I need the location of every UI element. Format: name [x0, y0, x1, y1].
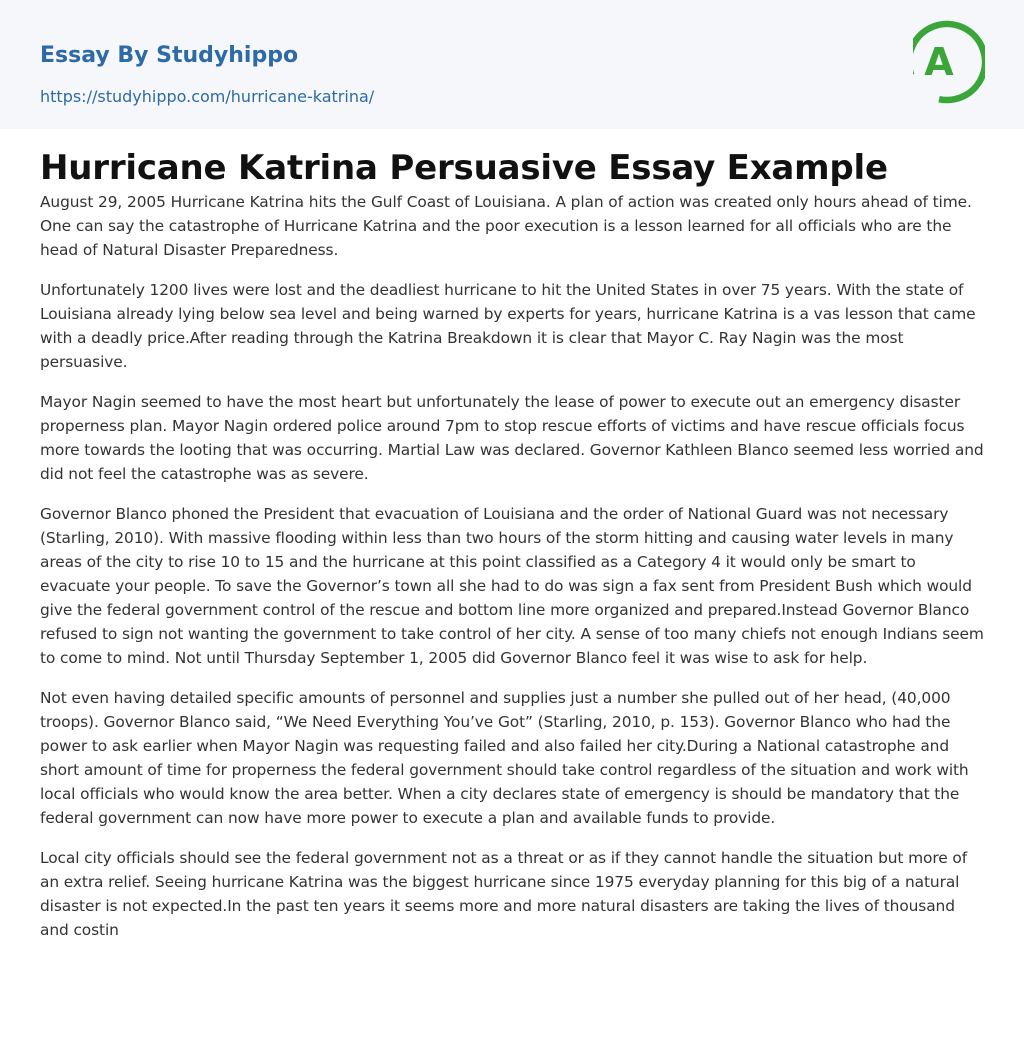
essay-paragraph: Local city officials should see the federal government not as a threat or as if they cannot handle the situation but more of an extra relief. Seeing hurricane Katrina was the biggest hurricane since 1975 everyday planning for this big of a natural disaster is not expected.In the past ten years it seems more and more natural disasters are taking the lives of thousand and costin [40, 849, 968, 939]
essay-content [0, 148, 1024, 942]
essay-title: Hurricane Katrina Persuasive Essay Example [40, 148, 888, 188]
essay-paragraph: Governor Blanco phoned the President that evacuation of Louisiana and the order of National Guard was not necessary (Starling, 2010). With massive flooding within less than two hours of the storm hitting and causing water levels in many areas of the city to rise 10 to 15 and the hurricane at this point classified as a Category 4 it would only be smart to evacuate your people. To save the Governor’s town all she had to do was sign a fax sent from President Bush which would give the federal government control of the rescue and bottom line more organized and prepared.Instead Governor Blanco refused to sign not wanting the government to take control of her city. A sense of too many chiefs not enough Indians seem to come to mind. Not until Thursday September 1, 2005 did Governor Blanco feel it was wise to ask for help. [40, 505, 984, 667]
essay-paragraph: August 29, 2005 Hurricane Katrina hits the Gulf Coast of Louisiana. A plan of action was created only hours ahead of time. One can say the catastrophe of Hurricane Katrina and the poor execution is a lesson learned for all officials who are the head of Natural Disaster Preparedness. [40, 193, 972, 259]
essay-paragraph: Unfortunately 1200 lives were lost and the deadliest hurricane to hit the United States in over 75 years. With the state of Louisiana already lying below sea level and being warned by experts for years, hurricane Katrina is a vas lesson that came with a deadly price.After reading through the Katrina Breakdown it is clear that Mayor C. Ray Nagin was the most persuasive. [40, 281, 976, 371]
logo-letter: A [924, 40, 954, 84]
page-url-link[interactable]: https://studyhippo.com/hurricane-katrina/ [40, 87, 375, 106]
site-header [0, 0, 1024, 129]
essay-paragraph: Not even having detailed specific amounts of personnel and supplies just a number she pulled out of her head, (40,000 troops). Governor Blanco said, “We Need Everything You’ve Got” (Starling, 2010, p. 153). Governor Blanco who had the power to ask earlier when Mayor Nagin was requesting failed and also failed her city.During a National catastrophe and short amount of time for properness the federal government should take control regardless of the situation and work with local officials who would know the area better. When a city declares state of emergency is should be mandatory that the federal government can now have more power to execute a plan and available funds to provide. [40, 689, 969, 827]
essay-paragraph: Mayor Nagin seemed to have the most heart but unfortunately the lease of power to execute out an emergency disaster properness plan. Mayor Nagin ordered police around 7pm to stop rescue efforts of victims and have rescue officials focus more towards the looting that was occurring. Martial Law was declared. Governor Kathleen Blanco seemed less worried and did not feel the catastrophe was as severe. [40, 393, 984, 483]
brand-title[interactable]: Essay By Studyhippo [40, 43, 299, 68]
studyhippo-logo-icon[interactable] [913, 19, 985, 105]
